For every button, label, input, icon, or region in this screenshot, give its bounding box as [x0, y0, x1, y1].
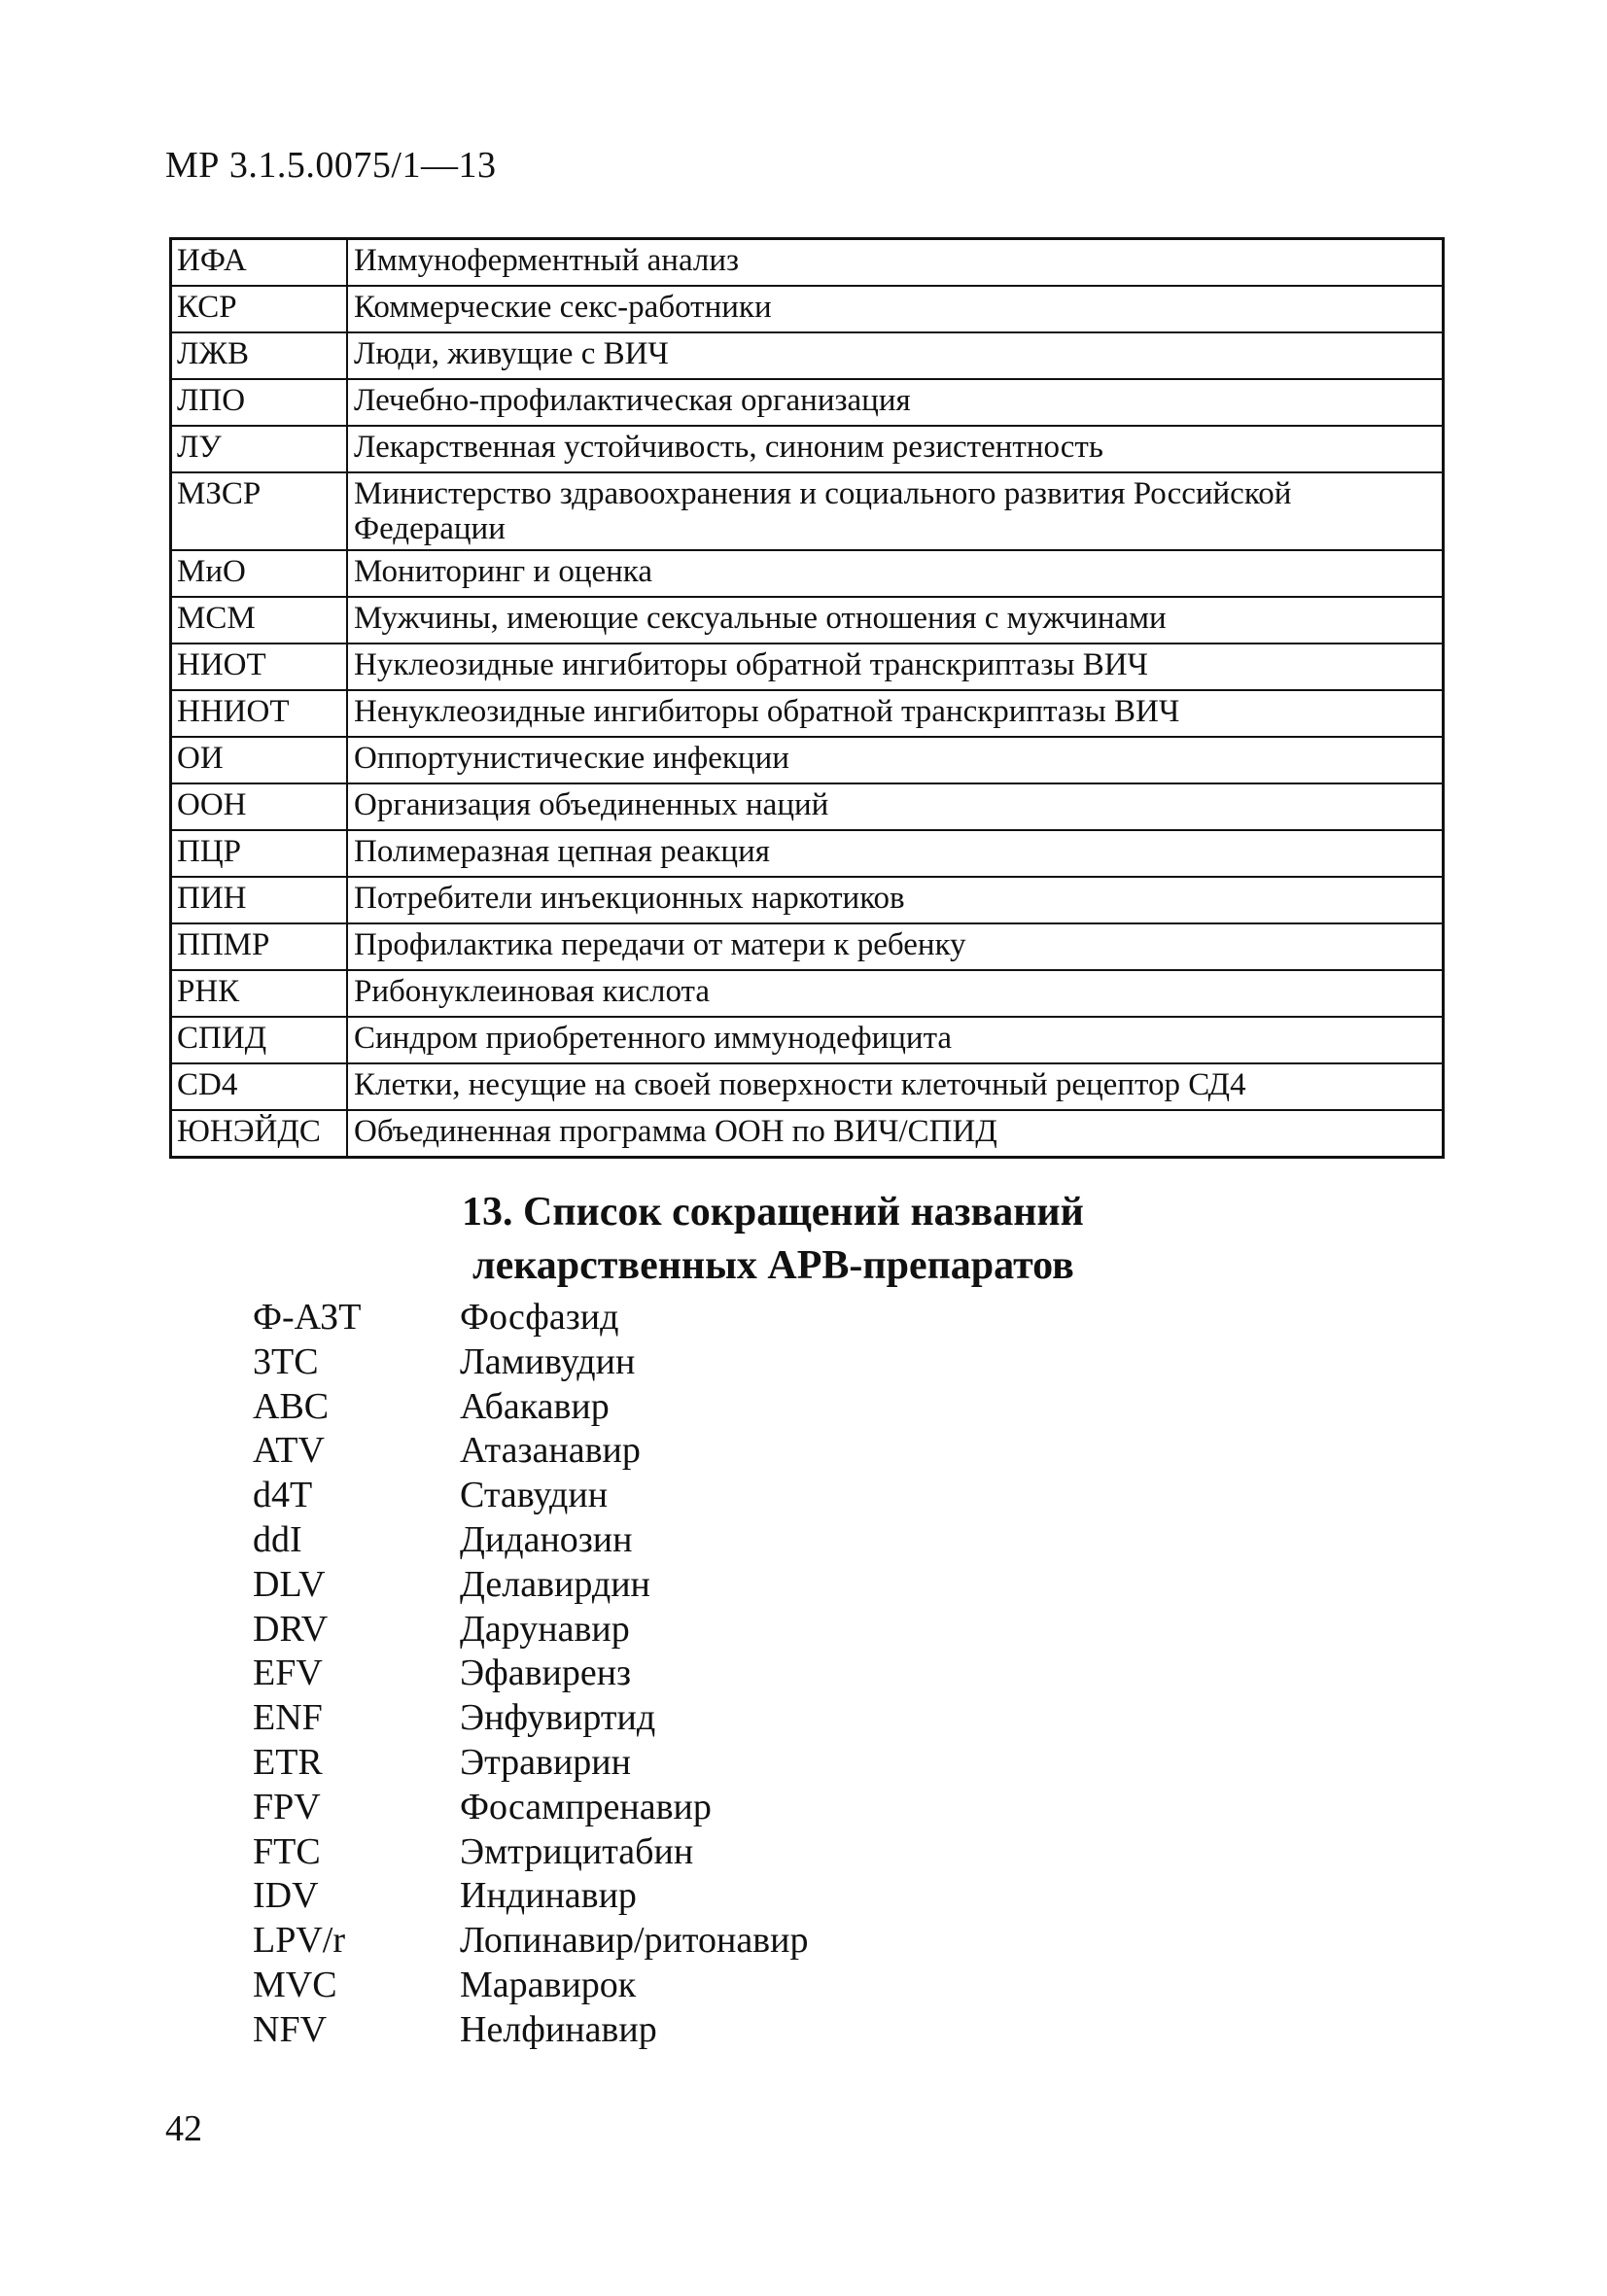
drug-name: Лопинавир/ритонавир — [460, 1920, 809, 1962]
drug-code: MVC — [253, 1964, 337, 2005]
drug-list-item — [253, 1385, 808, 1430]
drug-name: Этравирин — [460, 1741, 631, 1783]
drug-name: Ламивудин — [460, 1340, 636, 1382]
drug-code: LPV/r — [253, 1920, 345, 1962]
drug-list-item — [253, 1474, 808, 1518]
drug-code: DRV — [253, 1608, 329, 1650]
abbreviation-row — [171, 379, 1444, 426]
section-title-line-1: 13. Список сокращений названий — [462, 1190, 1084, 1235]
abbreviation-description: Лечебно-профилактическая организация — [347, 379, 1444, 426]
abbreviation-code: ОИ — [171, 737, 348, 783]
abbreviation-code: РНК — [171, 970, 348, 1017]
abbreviation-code: СПИД — [171, 1017, 348, 1063]
drug-code: ETR — [253, 1741, 323, 1783]
drug-name: Фосампренавир — [460, 1786, 712, 1827]
abbreviation-code: ЮНЭЙДС — [171, 1110, 348, 1158]
abbreviation-description: Полимеразная цепная реакция — [347, 830, 1444, 877]
abbreviation-code: ЛЖВ — [171, 332, 348, 379]
drug-name: Эмтрицитабин — [460, 1830, 694, 1872]
drug-name: Фосфазид — [460, 1297, 619, 1338]
abbreviations-table — [169, 237, 1445, 1159]
abbreviation-row — [171, 239, 1444, 287]
section-13-title — [389, 1186, 1342, 1293]
drug-code: ATV — [253, 1430, 325, 1472]
drug-name: Маравирок — [460, 1964, 637, 2005]
abbreviation-code: ИФА — [171, 239, 348, 287]
abbreviation-row — [171, 783, 1444, 830]
abbreviation-code: ООН — [171, 783, 348, 830]
drug-name: Ставудин — [460, 1475, 609, 1516]
abbreviation-row — [171, 472, 1444, 550]
abbreviation-code: ППМР — [171, 923, 348, 970]
abbreviation-description: Синдром приобретенного иммунодефицита — [347, 1017, 1444, 1063]
drug-name: Эфавиренз — [460, 1652, 632, 1694]
abbreviation-code: КСР — [171, 286, 348, 332]
drug-list-item — [253, 1874, 808, 1919]
drug-code: DLV — [253, 1563, 326, 1605]
abbreviation-row — [171, 332, 1444, 379]
abbreviation-row — [171, 1110, 1444, 1158]
drug-list-item — [253, 2008, 808, 2053]
drug-list-item — [253, 1518, 808, 1563]
abbreviation-row — [171, 644, 1444, 690]
abbreviation-code: ПИН — [171, 877, 348, 923]
abbreviation-description: Мониторинг и оценка — [347, 550, 1444, 597]
abbreviation-description: Ненуклеозидные ингибиторы обратной транскриптазы ВИЧ — [347, 690, 1444, 737]
abbreviation-row — [171, 1017, 1444, 1063]
abbreviation-description: Лекарственная устойчивость, синоним резистентность — [347, 426, 1444, 472]
section-title-line-2: лекарственных АРВ-препаратов — [472, 1243, 1074, 1288]
abbreviation-row — [171, 830, 1444, 877]
drug-list-item — [253, 1608, 808, 1652]
abbreviation-description: Профилактика передачи от матери к ребенку — [347, 923, 1444, 970]
abbreviation-row — [171, 923, 1444, 970]
drug-name: Делавирдин — [460, 1563, 650, 1605]
drug-code: 3TC — [253, 1340, 319, 1382]
drug-list-item — [253, 1429, 808, 1474]
drug-list-item — [253, 1786, 808, 1830]
abbreviation-description: Клетки, несущие на своей поверхности клеточный рецептор СД4 — [347, 1063, 1444, 1110]
drug-code: ABC — [253, 1385, 330, 1427]
drug-code: NFV — [253, 2008, 328, 2050]
abbreviation-row — [171, 597, 1444, 644]
drug-list-item — [253, 1340, 808, 1385]
abbreviation-code: НИОТ — [171, 644, 348, 690]
page-number: 42 — [165, 2108, 202, 2149]
abbreviation-description: Оппортунистические инфекции — [347, 737, 1444, 783]
drug-code: d4T — [253, 1475, 313, 1516]
drug-code: EFV — [253, 1652, 323, 1694]
abbreviation-description: Потребители инъекционных наркотиков — [347, 877, 1444, 923]
drug-name: Нелфинавир — [460, 2008, 657, 2050]
abbreviation-description: Нуклеозидные ингибиторы обратной транскриптазы ВИЧ — [347, 644, 1444, 690]
abbreviation-row — [171, 286, 1444, 332]
abbreviation-code: ННИОТ — [171, 690, 348, 737]
drug-list-item — [253, 1696, 808, 1741]
abbreviation-code: МиО — [171, 550, 348, 597]
drug-name: Диданозин — [460, 1518, 633, 1560]
drug-code: ddI — [253, 1518, 302, 1560]
drug-code: ENF — [253, 1697, 323, 1739]
drug-name: Дарунавир — [460, 1608, 630, 1650]
abbreviation-row — [171, 1063, 1444, 1110]
abbreviation-description: Иммуноферментный анализ — [347, 239, 1444, 287]
abbreviation-row — [171, 426, 1444, 472]
drug-code: IDV — [253, 1875, 319, 1917]
drug-code: Ф-АЗТ — [253, 1297, 362, 1338]
drug-list-item — [253, 1296, 808, 1340]
abbreviation-row — [171, 690, 1444, 737]
drug-list-item — [253, 1830, 808, 1875]
drug-list-item — [253, 1652, 808, 1696]
abbreviation-row — [171, 877, 1444, 923]
drug-abbreviation-list — [253, 1296, 808, 2053]
drug-list-item — [253, 1919, 808, 1964]
abbreviation-code: МЗСР — [171, 472, 348, 550]
abbreviation-description: Рибонуклеиновая кислота — [347, 970, 1444, 1017]
drug-name: Индинавир — [460, 1875, 637, 1917]
abbreviation-code: CD4 — [171, 1063, 348, 1110]
abbreviation-description: Министерство здравоохранения и социального развития Российской Федерации — [347, 472, 1444, 550]
abbreviation-code: МСМ — [171, 597, 348, 644]
drug-name: Абакавир — [460, 1385, 610, 1427]
drug-code: FTC — [253, 1830, 321, 1872]
abbreviation-code: ПЦР — [171, 830, 348, 877]
abbreviation-row — [171, 737, 1444, 783]
drug-name: Энфувиртид — [460, 1697, 656, 1739]
abbreviation-row — [171, 550, 1444, 597]
abbreviation-description: Организация объединенных наций — [347, 783, 1444, 830]
drug-list-item — [253, 1964, 808, 2008]
drug-code: FPV — [253, 1786, 321, 1827]
abbreviation-description: Коммерческие секс-работники — [347, 286, 1444, 332]
abbreviation-description: Объединенная программа ООН по ВИЧ/СПИД — [347, 1110, 1444, 1158]
abbreviation-code: ЛУ — [171, 426, 348, 472]
drug-list-item — [253, 1563, 808, 1608]
abbreviations-table-body — [171, 239, 1444, 1158]
abbreviation-row — [171, 970, 1444, 1017]
document-id-header: МР 3.1.5.0075/1—13 — [165, 145, 497, 186]
abbreviation-code: ЛПО — [171, 379, 348, 426]
abbreviation-description: Люди, живущие с ВИЧ — [347, 332, 1444, 379]
drug-name: Атазанавир — [460, 1430, 641, 1472]
drug-list-item — [253, 1741, 808, 1786]
abbreviation-description: Мужчины, имеющие сексуальные отношения с мужчинами — [347, 597, 1444, 644]
